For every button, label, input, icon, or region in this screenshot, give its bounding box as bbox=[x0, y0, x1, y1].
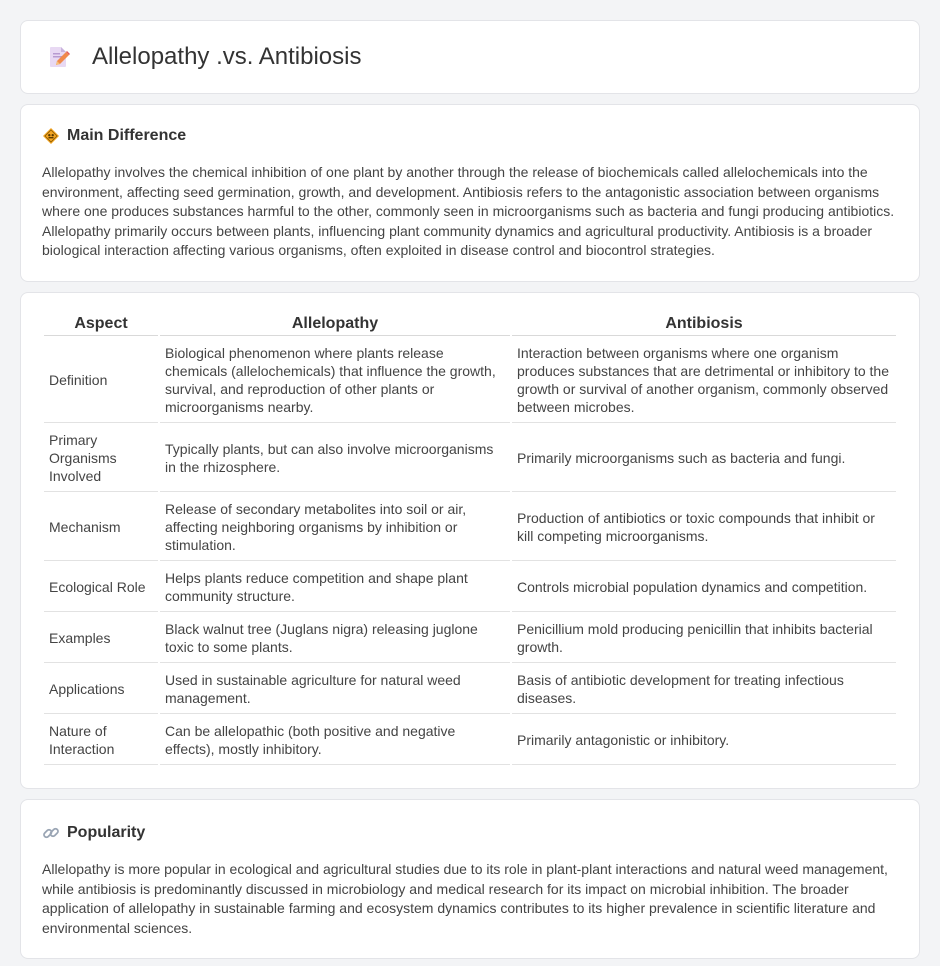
table-row bbox=[44, 338, 896, 423]
allelopathy-cell: Can be allelopathic (both positive and negative effects), mostly inhibitory. bbox=[160, 716, 510, 765]
comparison-table bbox=[42, 310, 898, 767]
antibiosis-cell: Penicillium mold producing penicillin that inhibits bacterial growth. bbox=[512, 614, 896, 663]
allelopathy-cell: Black walnut tree (Juglans nigra) releasing juglone toxic to some plants. bbox=[160, 614, 510, 663]
antibiosis-cell: Controls microbial population dynamics and competition. bbox=[512, 563, 896, 612]
antibiosis-cell: Production of antibiotics or toxic compounds that inhibit or kill competing microorganisms. bbox=[512, 494, 896, 561]
aspect-cell: Primary Organisms Involved bbox=[44, 425, 158, 492]
antibiosis-cell: Primarily microorganisms such as bacteria and fungi. bbox=[512, 425, 896, 492]
table-row bbox=[44, 614, 896, 663]
link-icon bbox=[42, 824, 60, 842]
table-header-row bbox=[44, 312, 896, 336]
header-aspect: Aspect bbox=[44, 312, 158, 336]
diamond-sign-icon bbox=[42, 127, 60, 145]
popularity-section bbox=[20, 799, 920, 959]
antibiosis-cell: Primarily antagonistic or inhibitory. bbox=[512, 716, 896, 765]
allelopathy-cell: Typically plants, but can also involve microorganisms in the rhizosphere. bbox=[160, 425, 510, 492]
popularity-text: Allelopathy is more popular in ecological and agricultural studies due to its role in plant-plant interactions and natural weed management, while antibiosis is predominantly discussed in microbiology and medical research for its impact on microbial inhibition. The broader application of allelopathy in sustainable farming and ecosystem dynamics contributes to its higher prevalence in scientific literature and environmental sciences. bbox=[42, 860, 888, 936]
header-antibiosis: Antibiosis bbox=[512, 312, 896, 336]
comparison-section bbox=[20, 292, 920, 789]
aspect-cell: Mechanism bbox=[44, 494, 158, 561]
page-header bbox=[20, 20, 920, 94]
allelopathy-cell: Used in sustainable agriculture for natural weed management. bbox=[160, 665, 510, 714]
table-row bbox=[44, 563, 896, 612]
antibiosis-cell: Basis of antibiotic development for treating infectious diseases. bbox=[512, 665, 896, 714]
aspect-cell: Examples bbox=[44, 614, 158, 663]
popularity-heading bbox=[42, 822, 898, 844]
page-title: Allelopathy .vs. Antibiosis bbox=[92, 43, 362, 70]
popularity-title: Popularity bbox=[67, 823, 146, 841]
document-edit-icon bbox=[47, 45, 71, 69]
main-difference-heading bbox=[42, 125, 898, 147]
antibiosis-cell: Interaction between organisms where one organism produces substances that are detrimental or inhibitory to the growth or survival of another organism, commonly observed between microbes. bbox=[512, 338, 896, 423]
aspect-cell: Applications bbox=[44, 665, 158, 714]
aspect-cell: Definition bbox=[44, 338, 158, 423]
table-row bbox=[44, 716, 896, 765]
main-difference-section bbox=[20, 104, 920, 282]
aspect-cell: Nature of Interaction bbox=[44, 716, 158, 765]
allelopathy-cell: Helps plants reduce competition and shape plant community structure. bbox=[160, 563, 510, 612]
table-row bbox=[44, 665, 896, 714]
allelopathy-cell: Biological phenomenon where plants release chemicals (allelochemicals) that influence the growth, survival, and reproduction of other plants or microorganisms nearby. bbox=[160, 338, 510, 423]
main-difference-title: Main Difference bbox=[67, 127, 187, 144]
table-row bbox=[44, 425, 896, 492]
allelopathy-cell: Release of secondary metabolites into soil or air, affecting neighboring organisms by inhibition or stimulation. bbox=[160, 494, 510, 561]
header-allelopathy: Allelopathy bbox=[160, 312, 510, 336]
table-row bbox=[44, 494, 896, 561]
main-difference-text: Allelopathy involves the chemical inhibition of one plant by another through the release of biochemicals called allelochemicals into the environment, affecting seed germination, growth, and development. Antibiosis refers to the antagonistic association between organisms where one produces substances harmful to the other, commonly seen in microorganisms such as bacteria and fungi producing antibiotics. Allelopathy primarily occurs between plants, influencing plant community dynamics and agricultural productivity. Antibiosis is a broader biological interaction affecting various organisms, often exploited in disease control and biocontrol strategies. bbox=[42, 164, 895, 259]
aspect-cell: Ecological Role bbox=[44, 563, 158, 612]
